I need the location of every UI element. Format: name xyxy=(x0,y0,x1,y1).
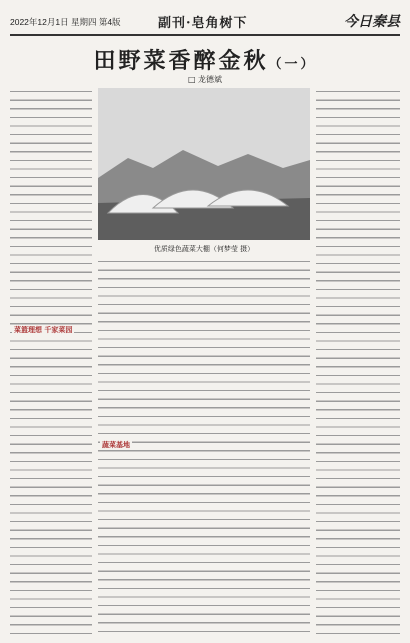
article-title xyxy=(0,44,410,75)
issue-info: 2022年12月1日 星期四 第4版 xyxy=(10,17,121,27)
section-title: 副刊·皂角树下 xyxy=(158,16,248,31)
photo-caption: 优质绿色蔬菜大棚（何梦莹 摄） xyxy=(153,245,255,253)
greenhouse-image xyxy=(98,88,310,240)
masthead xyxy=(10,10,400,36)
subheading-2: 蔬菜基地 xyxy=(102,440,130,449)
article-title-text: 田野菜香醉金秋 xyxy=(93,48,269,74)
article-photo xyxy=(98,88,310,240)
paper-name: 今日秦县 xyxy=(344,14,400,30)
column-right xyxy=(316,88,400,634)
column-left xyxy=(10,88,92,634)
subheading-1: 菜篮理想 千家菜园 xyxy=(14,325,73,334)
byline: □ 龙德斌 xyxy=(187,75,223,84)
article-title-part: （一） xyxy=(268,57,317,72)
